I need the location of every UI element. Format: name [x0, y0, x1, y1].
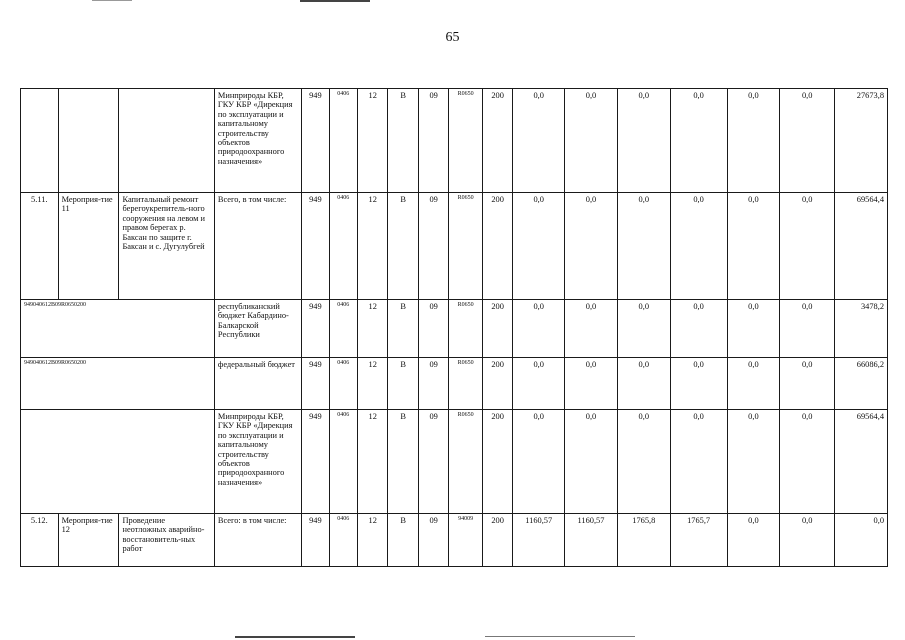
- activity-name-cell: Мероприя-тие 11: [58, 193, 119, 300]
- value-cell: 0,0: [670, 193, 727, 300]
- value-cell: 1765,7: [670, 514, 727, 567]
- cs4-cell: R0650: [449, 89, 483, 193]
- grbs-cell: 949: [302, 410, 329, 514]
- value-cell: 0,0: [513, 358, 565, 410]
- value-cell: 0,0: [780, 300, 835, 358]
- value-cell: 0,0: [565, 410, 618, 514]
- cs1-cell: 12: [358, 193, 388, 300]
- value-cell: 0,0: [727, 300, 780, 358]
- value-cell: 0,0: [780, 193, 835, 300]
- grbs-cell: 949: [302, 514, 329, 567]
- value-cell: 1160,57: [565, 514, 618, 567]
- value-cell: 1160,57: [513, 514, 565, 567]
- responsible-cell: республиканский бюджет Кабардино-Балкарской Республики: [214, 300, 301, 358]
- cs1-cell: 12: [358, 300, 388, 358]
- cs3-cell: 09: [418, 300, 448, 358]
- value-cell: 0,0: [565, 193, 618, 300]
- cs2-cell: В: [388, 193, 418, 300]
- value-cell: 69564,4: [835, 410, 888, 514]
- value-cell: 0,0: [727, 89, 780, 193]
- rzpr-cell: 0406: [329, 193, 357, 300]
- value-cell: 0,0: [565, 358, 618, 410]
- budget-code-cell: [21, 410, 215, 514]
- vr-cell: 200: [482, 410, 512, 514]
- activity-name-cell: [58, 89, 119, 193]
- cs4-cell: R0650: [449, 193, 483, 300]
- cs4-cell: R0650: [449, 300, 483, 358]
- value-cell: 0,0: [670, 300, 727, 358]
- vr-cell: 200: [482, 514, 512, 567]
- activity-description-cell: Капитальный ремонт берегоукрепитель-ного сооружения на левом и правом берегах р. Баксан по защите г. Баксан и с. Дугулубгей: [119, 193, 214, 300]
- value-cell: 0,0: [835, 514, 888, 567]
- activity-description-cell: [119, 89, 214, 193]
- activity-description-cell: Проведение неотложных аварийно-восстановитель-ных работ: [119, 514, 214, 567]
- cs2-cell: В: [388, 300, 418, 358]
- value-cell: 0,0: [780, 89, 835, 193]
- value-cell: 0,0: [617, 300, 670, 358]
- table-row: [21, 514, 888, 567]
- responsible-cell: федеральный бюджет: [214, 358, 301, 410]
- cs1-cell: 12: [358, 410, 388, 514]
- value-cell: 0,0: [670, 410, 727, 514]
- rzpr-cell: 0406: [329, 89, 357, 193]
- cs1-cell: 12: [358, 89, 388, 193]
- value-cell: 0,0: [617, 89, 670, 193]
- cs4-cell: R0650: [449, 358, 483, 410]
- value-cell: 0,0: [670, 89, 727, 193]
- item-number-cell: 5.12.: [21, 514, 59, 567]
- cs2-cell: В: [388, 358, 418, 410]
- cs4-cell: R0650: [449, 410, 483, 514]
- value-cell: 0,0: [727, 410, 780, 514]
- scan-mark-top-right: [300, 0, 370, 2]
- budget-code-cell: 949040612В09R0650200: [21, 300, 215, 358]
- value-cell: 0,0: [780, 514, 835, 567]
- cs3-cell: 09: [418, 89, 448, 193]
- value-cell: 0,0: [513, 410, 565, 514]
- vr-cell: 200: [482, 300, 512, 358]
- value-cell: 0,0: [617, 410, 670, 514]
- scan-mark-bottom-right: [485, 636, 635, 637]
- grbs-cell: 949: [302, 300, 329, 358]
- rzpr-cell: 0406: [329, 514, 357, 567]
- value-cell: 3478,2: [835, 300, 888, 358]
- cs2-cell: В: [388, 410, 418, 514]
- grbs-cell: 949: [302, 193, 329, 300]
- value-cell: 0,0: [727, 358, 780, 410]
- budget-code-cell: 949040612В09R0650200: [21, 358, 215, 410]
- value-cell: 0,0: [670, 358, 727, 410]
- cs3-cell: 09: [418, 410, 448, 514]
- vr-cell: 200: [482, 89, 512, 193]
- table-row: [21, 358, 888, 410]
- cs3-cell: 09: [418, 193, 448, 300]
- responsible-cell: Всего: в том числе:: [214, 514, 301, 567]
- cs3-cell: 09: [418, 358, 448, 410]
- item-number-cell: [21, 89, 59, 193]
- value-cell: 0,0: [727, 193, 780, 300]
- table-row: [21, 193, 888, 300]
- cs2-cell: В: [388, 514, 418, 567]
- value-cell: 0,0: [513, 300, 565, 358]
- vr-cell: 200: [482, 358, 512, 410]
- cs1-cell: 12: [358, 358, 388, 410]
- page-number: 65: [445, 30, 460, 45]
- value-cell: 0,0: [513, 193, 565, 300]
- cs4-cell: 94009: [449, 514, 483, 567]
- cs3-cell: 09: [418, 514, 448, 567]
- table-row: [21, 300, 888, 358]
- value-cell: 0,0: [780, 358, 835, 410]
- scan-mark-top-left: [92, 0, 132, 1]
- table-row: [21, 89, 888, 193]
- responsible-cell: Минприроды КБР, ГКУ КБР «Дирекция по эксплуатации и капитальному строительству объектов природоохранного назначения»: [214, 89, 301, 193]
- value-cell: 0,0: [780, 410, 835, 514]
- cs1-cell: 12: [358, 514, 388, 567]
- scan-mark-bottom-left: [235, 636, 355, 638]
- value-cell: 1765,8: [617, 514, 670, 567]
- responsible-cell: Минприроды КБР, ГКУ КБР «Дирекция по эксплуатации и капитальному строительству объектов природоохранного назначения»: [214, 410, 301, 514]
- grbs-cell: 949: [302, 89, 329, 193]
- value-cell: 0,0: [565, 89, 618, 193]
- value-cell: 69564,4: [835, 193, 888, 300]
- table-row: [21, 410, 888, 514]
- value-cell: 0,0: [513, 89, 565, 193]
- cs2-cell: В: [388, 89, 418, 193]
- rzpr-cell: 0406: [329, 300, 357, 358]
- item-number-cell: 5.11.: [21, 193, 59, 300]
- value-cell: 27673,8: [835, 89, 888, 193]
- value-cell: 0,0: [565, 300, 618, 358]
- value-cell: 0,0: [617, 193, 670, 300]
- value-cell: 0,0: [727, 514, 780, 567]
- vr-cell: 200: [482, 193, 512, 300]
- activity-name-cell: Мероприя-тие 12: [58, 514, 119, 567]
- responsible-cell: Всего, в том числе:: [214, 193, 301, 300]
- rzpr-cell: 0406: [329, 358, 357, 410]
- value-cell: 0,0: [617, 358, 670, 410]
- grbs-cell: 949: [302, 358, 329, 410]
- rzpr-cell: 0406: [329, 410, 357, 514]
- value-cell: 66086,2: [835, 358, 888, 410]
- budget-table: [20, 88, 888, 567]
